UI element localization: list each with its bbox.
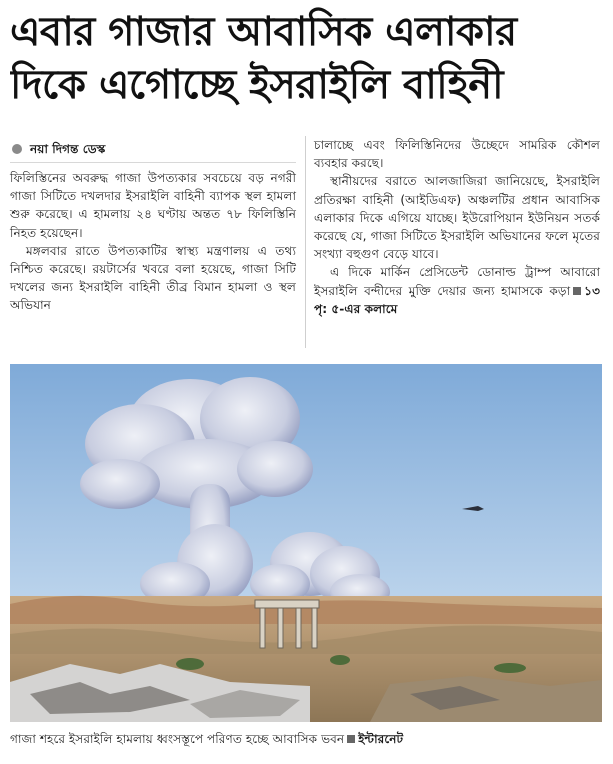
headline	[10, 6, 606, 112]
paragraph: স্থানীয়দের বরাতে আলজাজিরা জানিয়েছে, ইসরাইলি প্রতিরক্ষা বাহিনী (আইডিএফ) অঞ্চলটির প্রধান আবাসিক এলাকার দিকে এগিয়ে যাচ্ছে। ইউরোপিয়ান ইউনিয়ন সতর্ক করেছে যে, গাজা সিটিতে ইসরাইলি অভিযানের ফলে মৃতের সংখ্যা বহুগুণ বেড়ে যাবে।	[314, 174, 600, 262]
headline-line-1: এবার গাজার আবাসিক এলাকার	[10, 9, 517, 55]
square-bullet-icon	[573, 287, 581, 295]
photo-caption	[10, 728, 606, 750]
paragraph	[314, 263, 600, 318]
byline-text: নয়া দিগন্ত ডেস্ক	[30, 141, 106, 156]
column-left	[10, 136, 296, 315]
column-divider	[305, 136, 306, 348]
paragraph: চালাচ্ছে এবং ফিলিস্তিনিদের উচ্ছেদে সামরিক কৌশল ব্যবহার করছে।	[314, 138, 600, 171]
paragraph: মঙ্গলবার রাতে উপত্যকাটির স্বাস্থ্য মন্ত্রণালয় এ তথ্য নিশ্চিত করেছে। রয়টার্সের খবরে বলা হয়েছে, গাজা সিটি দখলের জন্য ইসরাইলি বাহিনী তীব্র বিমান হামলা ও স্থল অভিযান	[10, 243, 296, 313]
square-bullet-icon	[347, 735, 355, 743]
photo-credit: ইন্টারনেট	[358, 732, 404, 746]
column-right	[314, 136, 600, 318]
headline-line-2: দিকে এগোচ্ছে ইসরাইলি বাহিনী	[10, 62, 504, 108]
paragraph: ফিলিস্তিনের অবরুদ্ধ গাজা উপত্যকার সবচেয়ে বড় নগরী গাজা সিটিতে দখলদার ইসরাইলি বাহিনী ব্যাপক স্থল হামলা শুরু করেছে। এ হামলায় ২৪ ঘণ্টায় অন্তত ৭৮ ফিলিস্তিনি নিহত হয়েছেন।	[10, 171, 296, 240]
photo-illustration	[10, 364, 602, 722]
bullet-dot-icon	[12, 144, 22, 154]
article-body	[10, 136, 600, 348]
paragraph-text: এ দিকে মার্কিন প্রেসিডেন্ট ডোনাল্ড ট্রাম্প আবারো ইসরাইলি বন্দীদের মুক্তি দেয়ার জন্য হামাসকে কড়া	[314, 265, 600, 298]
news-photo	[10, 364, 602, 722]
continuation-jump: ১৩ পৃ: ৫-এর কলামে	[314, 283, 600, 316]
byline	[10, 136, 296, 163]
caption-text: গাজা শহরে ইসরাইলি হামলায় ধ্বংসস্তূপে পরিণত হচ্ছে আবাসিক ভবন	[10, 732, 345, 746]
